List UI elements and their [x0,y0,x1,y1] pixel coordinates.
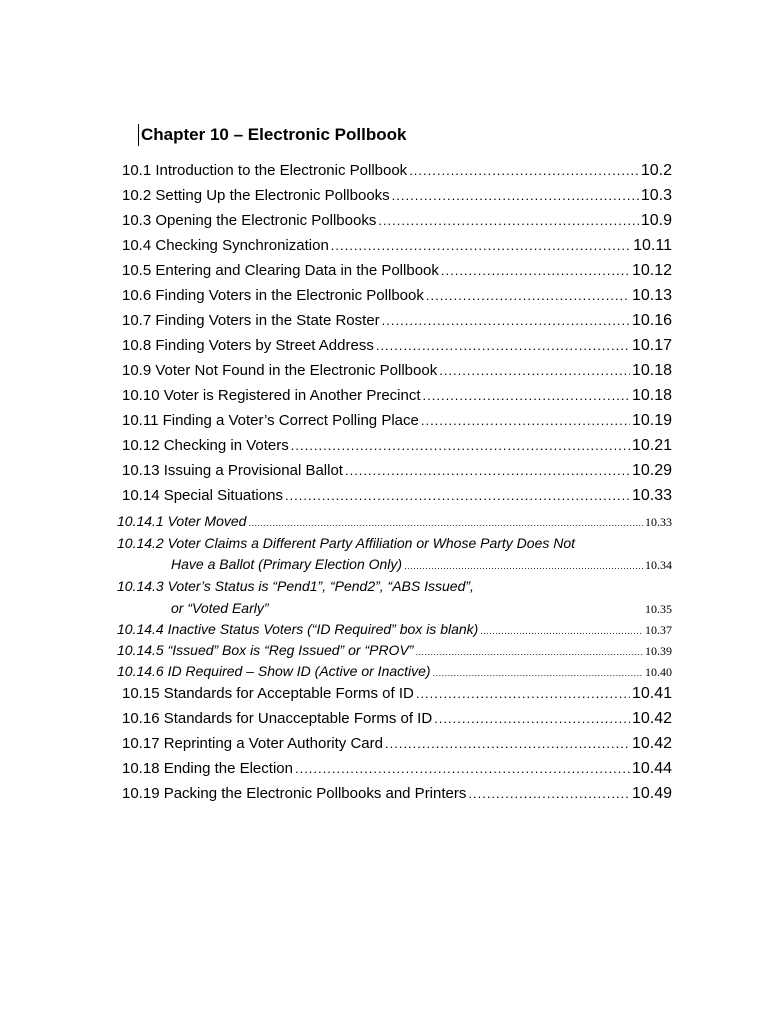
toc-entry-10-17[interactable] [122,733,672,755]
toc-entry-10-12[interactable] [122,435,672,457]
toc-subentry-10-14-3-line2[interactable] [171,597,672,619]
toc-entry-label: 10.13 Issuing a Provisional Ballot [122,462,343,479]
toc-page-number: 10.37 [645,623,672,637]
dot-leader [295,758,630,780]
toc-page-number: 10.12 [631,262,672,279]
toc-page-number: 10.34 [645,558,672,572]
toc-page-number: 10.33 [631,487,672,504]
toc-page-number: 10.18 [631,362,672,379]
toc-page-number: 10.29 [631,462,672,479]
dot-leader [385,733,630,755]
toc-entry-label: 10.18 Ending the Election [122,760,293,777]
toc-entry-label: or “Voted Early” [171,600,269,616]
toc-entry-label: 10.10 Voter is Registered in Another Precinct [122,387,421,404]
toc-entry-label: 10.19 Packing the Electronic Pollbooks and Printers [122,785,467,802]
toc-page-number: 10.41 [631,685,672,702]
toc-entry-label: 10.5 Entering and Clearing Data in the Pollbook [122,262,439,279]
toc-page-number: 10.19 [631,412,672,429]
toc-entry-label: 10.15 Standards for Acceptable Forms of ID [122,685,414,702]
toc-entry-10-8[interactable] [122,335,672,357]
toc-page-number: 10.39 [645,644,672,658]
toc-entry-label: 10.14 Special Situations [122,487,283,504]
toc-page-number: 10.17 [631,337,672,354]
toc-entry-label: 10.6 Finding Voters in the Electronic Pollbook [122,287,424,304]
toc-entry-10-6[interactable] [122,285,672,307]
toc-page-number: 10.9 [640,212,672,229]
dot-leader [434,708,630,730]
toc-entry-label: 10.7 Finding Voters in the State Roster [122,312,380,329]
dot-leader [416,683,630,705]
toc-entry-label: 10.14.5 “Issued” Box is “Reg Issued” or “PROV” [117,642,414,658]
toc-entry-10-13[interactable] [122,460,672,482]
toc-entry-label: 10.3 Opening the Electronic Pollbooks [122,212,377,229]
toc-entry-label: 10.14.6 ID Required – Show ID (Active or Inactive) [117,663,431,679]
toc-page-number: 10.18 [631,387,672,404]
toc-entry-label: 10.16 Standards for Unacceptable Forms of ID [122,710,433,727]
toc-entry-10-3[interactable] [122,210,672,232]
toc-entry-label: 10.1 Introduction to the Electronic Pollbook [122,162,408,179]
toc-entry-10-5[interactable] [122,260,672,282]
dot-leader [409,160,639,182]
toc-entry-10-18[interactable] [122,758,672,780]
toc-subentry-10-14-2-line1[interactable]: 10.14.2 Voter Claims a Different Party Affiliation or Whose Party Does Not [117,535,576,551]
dot-leader [392,185,639,207]
toc-page-number: 10.35 [645,602,672,616]
toc-entry-10-1[interactable] [122,160,672,182]
toc-entry-label: Have a Ballot (Primary Election Only) [171,556,403,572]
toc-page-number: 10.16 [631,312,672,329]
toc-page-number: 10.42 [631,735,672,752]
dot-leader [439,360,630,382]
toc-page-number: 10.13 [631,287,672,304]
toc-entry-label: 10.12 Checking in Voters [122,437,289,454]
toc-entry-10-15[interactable] [122,683,672,705]
toc-page-number: 10.42 [631,710,672,727]
toc-page-number: 10.49 [631,785,672,802]
dot-leader [404,555,643,577]
toc-entry-10-19[interactable] [122,783,672,805]
toc-entry-10-2[interactable] [122,185,672,207]
dot-leader [331,235,631,257]
toc-subentry-10-14-5[interactable] [117,639,672,661]
toc-subentry-10-14-1[interactable] [117,510,672,532]
toc-entry-10-7[interactable] [122,310,672,332]
toc-subentry-10-14-6[interactable] [117,660,672,682]
dot-leader [378,210,639,232]
dot-leader [423,385,630,407]
dot-leader [285,485,630,507]
toc-entry-label: 10.14.4 Inactive Status Voters (“ID Required” box is blank) [117,621,479,637]
toc-entry-label: 10.2 Setting Up the Electronic Pollbooks [122,187,390,204]
toc-entry-10-9[interactable] [122,360,672,382]
toc-entry-10-4[interactable] [122,235,672,257]
dot-leader [376,335,630,357]
toc-entry-label: 10.14.1 Voter Moved [117,513,247,529]
toc-entry-label: 10.11 Finding a Voter’s Correct Polling Place [122,412,419,429]
dot-leader [468,783,630,805]
toc-entry-10-16[interactable] [122,708,672,730]
toc-page-number: 10.3 [640,187,672,204]
toc-page-number: 10.21 [631,437,672,454]
toc-entry-label: 10.17 Reprinting a Voter Authority Card [122,735,383,752]
toc-entry-10-14[interactable] [122,485,672,507]
dot-leader [382,310,630,332]
toc-entry-label: 10.4 Checking Synchronization [122,237,329,254]
toc-page-number: 10.33 [645,515,672,529]
dot-leader [291,435,630,457]
toc-subentry-10-14-3-line1[interactable]: 10.14.3 Voter’s Status is “Pend1”, “Pend2”, “ABS Issued”, [117,578,474,594]
page-title: Chapter 10 – Electronic Pollbook [138,124,406,146]
dot-leader [345,460,630,482]
dot-leader [433,662,643,684]
toc-page-number: 10.11 [633,237,672,254]
toc-subentry-10-14-2-line2[interactable] [171,553,672,575]
toc-entry-label: 10.9 Voter Not Found in the Electronic Pollbook [122,362,438,379]
toc-entry-10-10[interactable] [122,385,672,407]
toc-page-number: 10.44 [631,760,672,777]
dot-leader [441,260,630,282]
toc-entry-10-11[interactable] [122,410,672,432]
toc-page-number: 10.40 [645,665,672,679]
toc-entry-label: 10.8 Finding Voters by Street Address [122,337,374,354]
dot-leader [248,512,643,534]
toc-subentry-10-14-4[interactable] [117,618,672,640]
toc-page-number: 10.2 [640,162,672,179]
dot-leader [426,285,630,307]
dot-leader [421,410,630,432]
